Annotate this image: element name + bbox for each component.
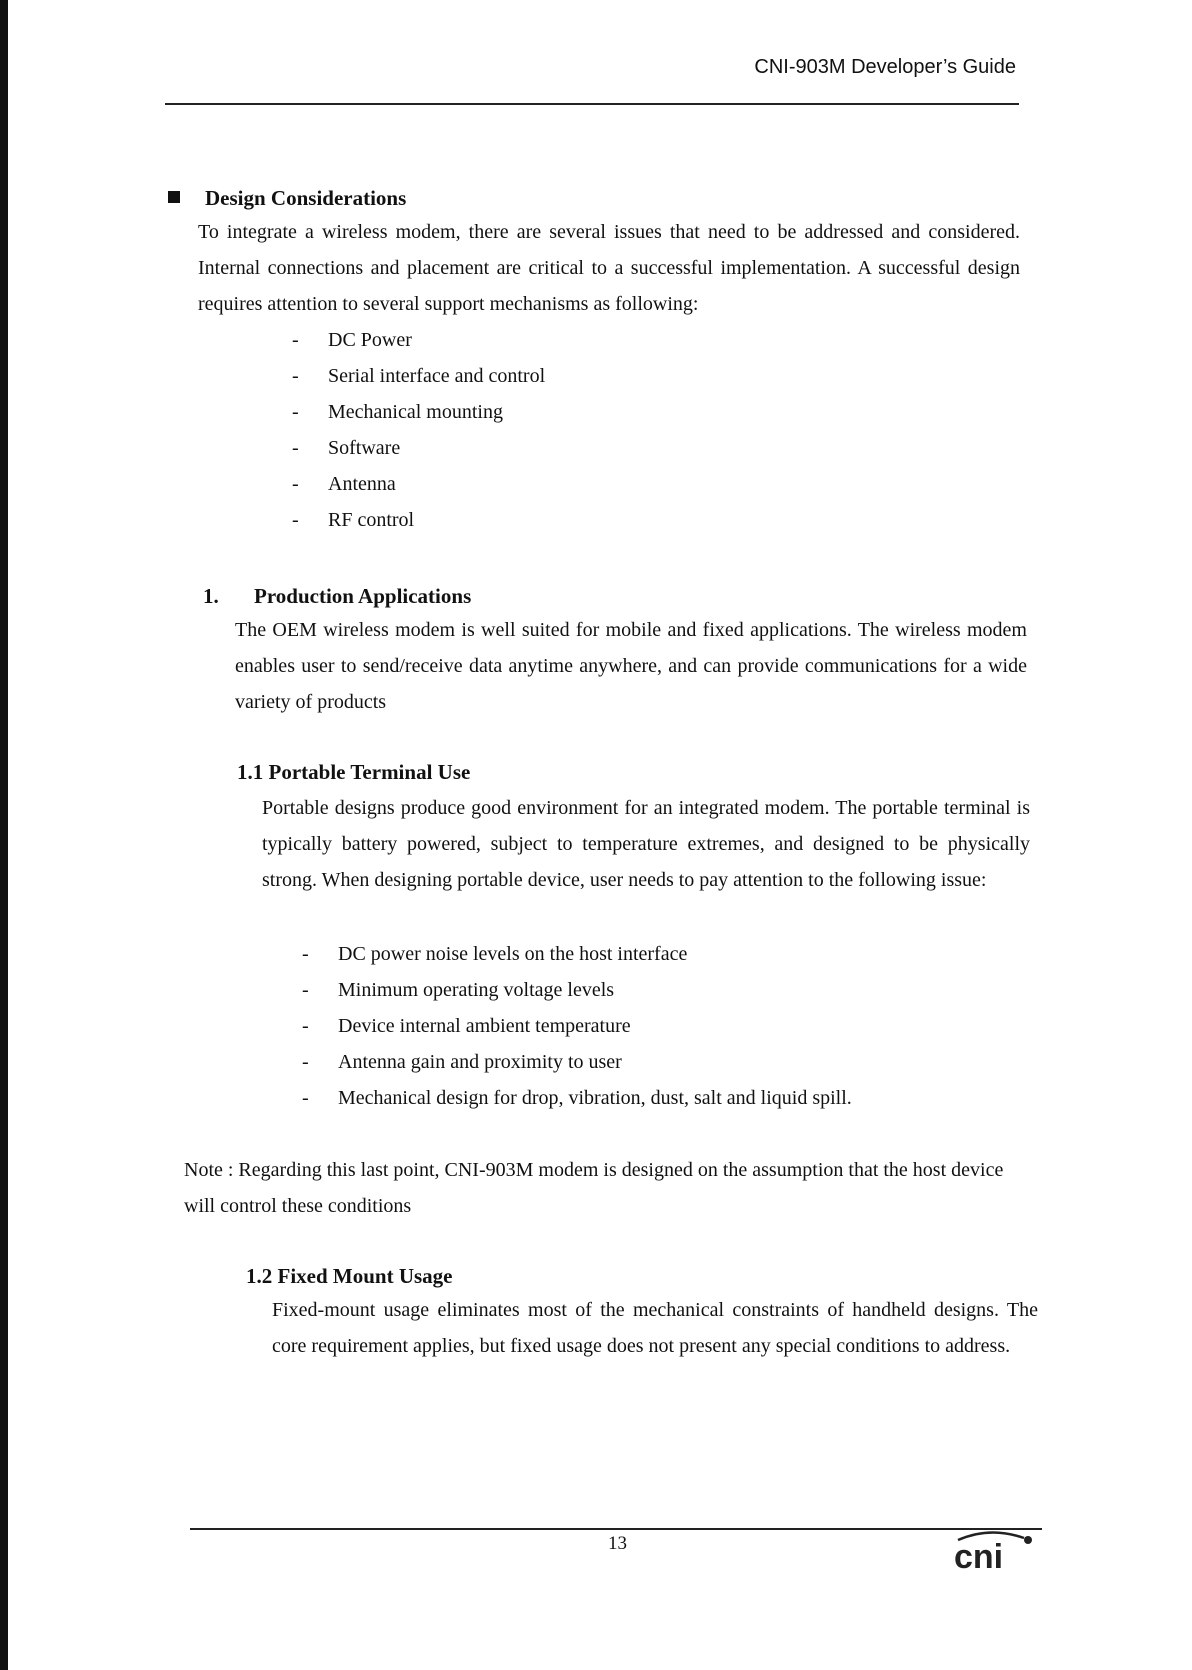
portable-title: 1.1 Portable Terminal Use: [237, 760, 471, 784]
list-item: - Mechanical mounting: [292, 401, 503, 423]
cni-logo-icon: [950, 1528, 1040, 1572]
list-item: - RF control: [292, 509, 415, 531]
list-item: - Minimum operating voltage levels: [302, 979, 615, 1001]
production-heading: [203, 578, 471, 615]
list-item: - Device internal ambient temperature: [302, 1015, 631, 1037]
design-title: Design Considerations: [205, 186, 407, 210]
production-paragraph: The OEM wireless modem is well suited for mobile and fixed applications. The wireless modem enables user to send/receive data anytime anywhere, and can provide communications for a wide variety of products: [235, 619, 1027, 713]
design-list: [292, 322, 692, 538]
production-title: Production Applications: [254, 584, 472, 608]
scan-edge-bar: [0, 0, 8, 1670]
design-heading: [168, 180, 406, 217]
list-item: - Serial interface and control: [292, 365, 546, 387]
fixed-title: 1.2 Fixed Mount Usage: [246, 1264, 453, 1288]
list-item: - DC Power: [292, 329, 412, 351]
page-number: 13: [608, 1533, 627, 1554]
list-item: - Mechanical design for drop, vibration, dust, salt and liquid spill.: [302, 1087, 852, 1109]
header-title: CNI-903M Developer’s Guide: [754, 56, 1016, 78]
header-rule: [165, 103, 1019, 105]
portable-list: [302, 936, 1022, 1116]
design-paragraph: To integrate a wireless modem, there are several issues that need to be addressed and considered. Internal connections and placement are critical to a successful implementation. A successful design requires attention to several support mechanisms as following:: [198, 221, 1020, 315]
list-item: - Antenna gain and proximity to user: [302, 1051, 622, 1073]
square-bullet-icon: [168, 191, 180, 203]
list-item: - Antenna: [292, 473, 396, 495]
list-item: - DC power noise levels on the host interface: [302, 943, 688, 965]
portable-paragraph: Portable designs produce good environment for an integrated modem. The portable terminal is typically battery powered, subject to temperature extremes, and designed to be physically strong. When designing portable device, user needs to pay attention to the following issue:: [262, 797, 1030, 891]
list-item: - Software: [292, 437, 401, 459]
section-number: 1.: [203, 584, 219, 608]
fixed-paragraph: Fixed-mount usage eliminates most of the mechanical constraints of handheld designs. The core requirement applies, but fixed usage does not present any special conditions to address.: [272, 1299, 1038, 1357]
note-paragraph: Note : Regarding this last point, CNI-903M modem is designed on the assumption that the host device will control these conditions: [184, 1159, 1004, 1217]
logo-text: cni: [954, 1538, 1004, 1572]
footer-rule: [190, 1528, 1042, 1530]
